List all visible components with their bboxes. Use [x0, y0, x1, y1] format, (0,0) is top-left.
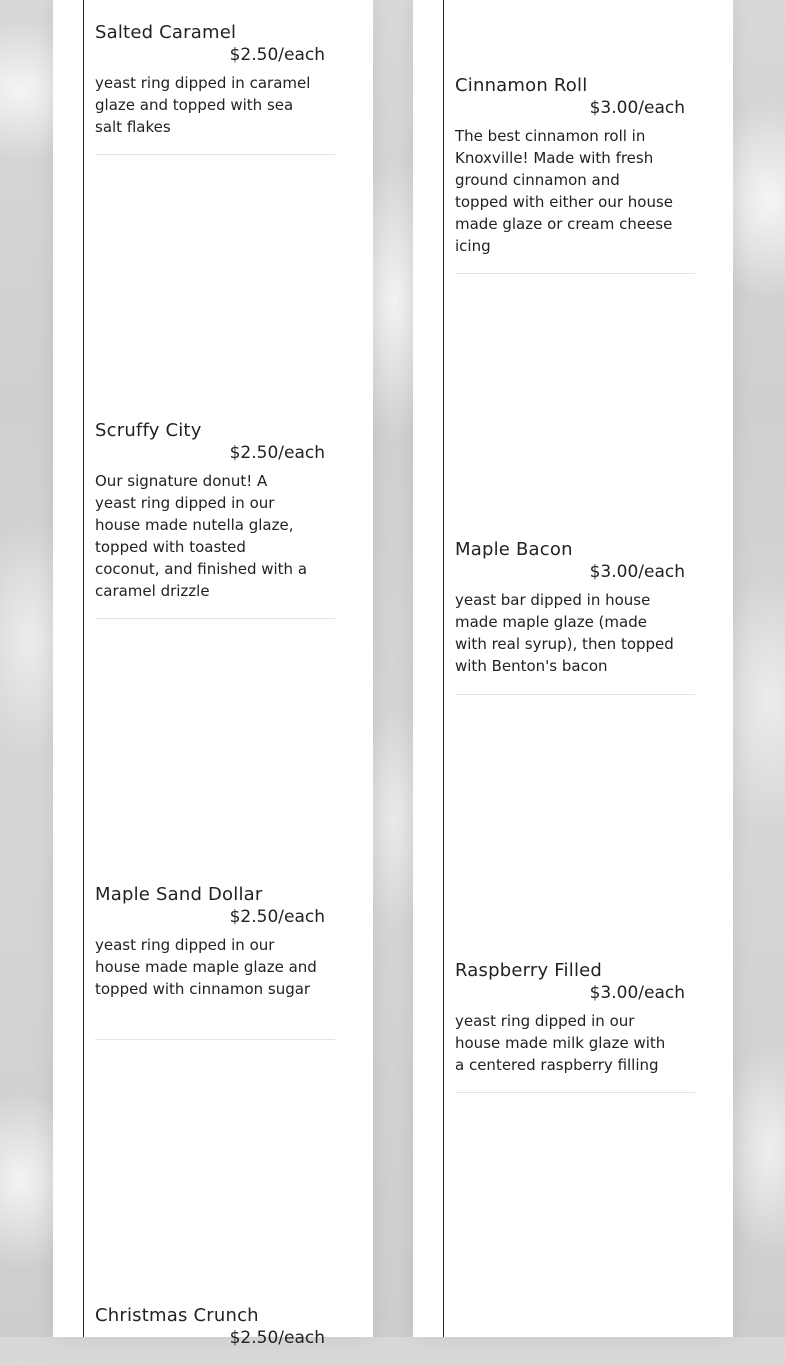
- menu-item-cinnamon-roll[interactable]: [455, 75, 695, 274]
- item-description: yeast ring dipped in our house made maple glaze and topped with cinnamon sugar: [95, 936, 317, 998]
- menu-item-christmas-crunch[interactable]: [95, 1305, 335, 1365]
- item-price: $3.00/each: [589, 983, 685, 1003]
- item-price: $3.00/each: [589, 98, 685, 118]
- menu-column-right: [443, 0, 703, 1337]
- item-name: Raspberry Filled: [455, 960, 603, 981]
- menu-item-scruffy-city[interactable]: [95, 420, 335, 619]
- item-description: yeast bar dipped in house made maple glaze (made with real syrup), then topped with Benton's bacon: [455, 591, 674, 675]
- item-description: Our signature donut! A yeast ring dipped in our house made nutella glaze, topped with toasted coconut, and finished with a caramel drizzle: [95, 472, 308, 600]
- menu-panel-right: [413, 0, 733, 1337]
- item-price: $2.50/each: [229, 907, 325, 927]
- item-price: $2.50/each: [229, 443, 325, 463]
- menu-panel-left: [53, 0, 373, 1348]
- menu-item-maple-sand-dollar[interactable]: [95, 884, 335, 1040]
- menu-item-raspberry-filled[interactable]: [455, 960, 695, 1093]
- menu-item-salted-caramel[interactable]: [95, 22, 335, 155]
- item-name: Maple Sand Dollar: [95, 884, 263, 905]
- item-name: Scruffy City: [95, 420, 202, 441]
- item-description: The best cinnamon roll in Knoxville! Made with fresh ground cinnamon and topped with either our house made glaze or cream cheese icing: [455, 127, 674, 255]
- item-name: Salted Caramel: [95, 22, 237, 43]
- item-price: $3.00/each: [589, 562, 685, 582]
- item-name: Christmas Crunch: [95, 1305, 259, 1326]
- menu-column-left: [83, 0, 343, 1348]
- item-price: $2.50/each: [229, 45, 325, 65]
- item-name: Maple Bacon: [455, 539, 573, 560]
- item-description: yeast ring dipped in our house made milk glaze with a centered raspberry filling: [455, 1012, 666, 1074]
- item-name: Cinnamon Roll: [455, 75, 588, 96]
- item-price: $2.50/each: [229, 1328, 325, 1348]
- menu-item-maple-bacon[interactable]: [455, 539, 695, 695]
- item-description: yeast ring dipped in caramel glaze and topped with sea salt flakes: [95, 74, 311, 136]
